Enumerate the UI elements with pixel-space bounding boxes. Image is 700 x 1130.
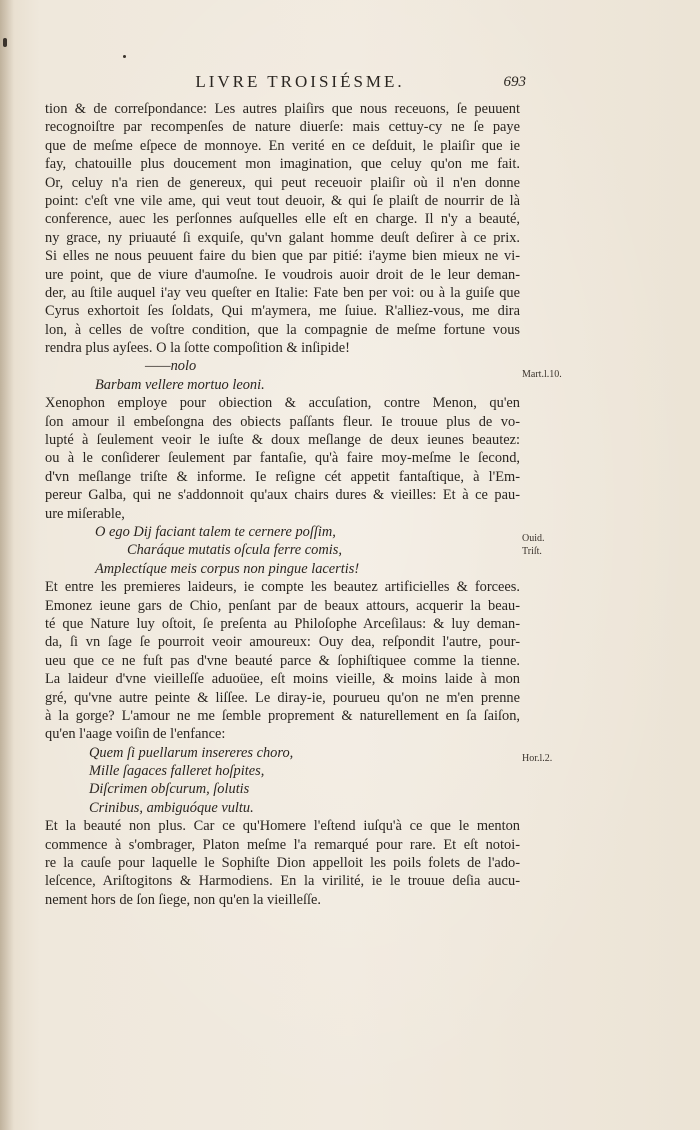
- text-line: Cyrus exhortoit ſes ſoldats, Qui m'aymera, me ſuiue. R'alliez-vous, me dira: [45, 303, 520, 320]
- text-line: à la gorge? L'amour ne me ſemble proprement & naturellement en ſa ſaiſon,: [45, 707, 520, 724]
- verse-line: Diſcrimen obſcurum, ſolutis: [89, 781, 250, 798]
- text-line: que de meſme eſpece de monnoye. En verité en ce deſduit, le plaiſir que ie: [45, 137, 520, 154]
- text-line: der, au ſtile auquel i'ay veu queſter en Italie: Fate ben per voi: ou à la guiſe que: [45, 284, 520, 301]
- text-line: Si elles ne nous peuuent faire du bien que par pitié: i'ayme bien mieux ne vi-: [45, 248, 520, 265]
- text-line: ure point, que de viure d'aumoſne. Ie voudrois auoir droit de le leur deman-: [45, 266, 520, 283]
- verse-line: Charáque mutatis oſcula ferre comis,: [127, 542, 342, 559]
- ink-speck: [123, 55, 126, 58]
- text-line: Xenophon employe pour obiection & accuſation, contre Menon, qu'en: [45, 395, 520, 412]
- ink-speck: [3, 38, 7, 47]
- verse-line: Amplectíque meis corpus non pingue lacertis!: [95, 560, 360, 577]
- text-line: conference, auec les perſonnes auſquelles elle eſt en charge. Il n'y a beauté,: [45, 211, 520, 228]
- margin-note-mart: Mart.l.10.: [522, 369, 562, 380]
- text-line: ueu que ce ne fuſt pas d'vne beauté parce & ſophiſtiquee comme la tienne.: [45, 652, 520, 669]
- verse-line: O ego Dij faciant talem te cernere poſſim,: [95, 523, 336, 540]
- quote-line: Barbam vellere mortuo leoni.: [95, 376, 265, 393]
- text-line: leſcence, Ariſtogitons & Harmodiens. En la virilité, ie le trouue deſia aucu-: [45, 873, 520, 890]
- margin-note-trist: Triſt.: [522, 546, 542, 557]
- body-text: [45, 100, 520, 909]
- page-number: 693: [503, 74, 526, 90]
- spine-shadow: [0, 0, 14, 1130]
- text-line: Et entre les premieres laideurs, ie compte les beautez artificielles & forcees.: [45, 579, 520, 596]
- text-line: ure miſerable,: [45, 505, 125, 522]
- text-line: Et la beauté non plus. Car ce qu'Homere l'eſtend iuſqu'à ce que le menton: [45, 818, 520, 835]
- text-line: da, ſi vn ſage ſe pourroit veoir amoureux: Ouy dea, reſpondit l'autre, pour-: [45, 634, 520, 651]
- text-line: Emonez ieune gars de Chio, penſant par de beaux attours, acquerir la beau-: [45, 597, 520, 614]
- text-line: pereur Galba, qui ne s'addonnoit qu'aux chairs dures & vieilles: Et à ce pau-: [45, 487, 520, 504]
- text-line: point: c'eſt vne vile ame, qui veut tout deuoir, & qui ſe plaiſt de nourrir de là: [45, 192, 520, 209]
- margin-note-hor: Hor.l.2.: [522, 753, 553, 764]
- running-head: LIVRE TROISIÉSME.: [195, 72, 405, 91]
- text-line: fay, chatouille plus doucement mon imagination, que celuy qu'on me fait.: [45, 156, 520, 173]
- text-line: Or, celuy n'a rien de genereux, qui peut receuoir plaiſir où il n'en donne: [45, 174, 520, 191]
- text-line: recognoiſtre par recompenſes de nature diuerſe: mais cettuy-cy ne ſe paye: [45, 119, 520, 136]
- text-line: d'vn meſlange triſte & informe. Ie reſigne cét appetit fantaſtique, à l'Em-: [45, 468, 520, 485]
- text-line: ſon amour il embeſongna des obiects paſſants fleur. Ie trouue plus de vo-: [45, 413, 520, 430]
- quote-line: ——nolo: [145, 358, 197, 375]
- text-line: rendra plus ayſees. O la ſotte compoſition & inſipide!: [45, 340, 350, 357]
- text-line: gré, qu'vne autre peinte & liſſee. Le diray-ie, pourueu qu'on ne m'en prenne: [45, 689, 520, 706]
- verse-line: Quem ſi puellarum insereres choro,: [89, 744, 294, 761]
- text-line: ou à le conſiderer ſeulement par fantaſie, qu'à faire moy-meſme le ſecond,: [45, 450, 520, 467]
- text-line: lon, à celles de voſtre condition, que la compagnie de meſme fortune vous: [45, 321, 520, 338]
- text-line: nement hors de ſon ſiege, non qu'en la vieilleſſe.: [45, 891, 321, 908]
- text-line: tion & de correſpondance: Les autres plaiſirs que nous receuons, ſe peuuent: [45, 101, 520, 117]
- text-line: re la cauſe pour laquelle le Sophiſte Dion appelloit les poils folets de l'ado-: [45, 855, 520, 872]
- text-line: commence à s'ombrager, Platon meſme l'a remarqué pour rare. Et eſt notoi-: [45, 836, 520, 853]
- text-line: ny grace, ny priuauté ſi exquiſe, qu'vn galant homme deuſt deſirer à ce prix.: [45, 229, 520, 246]
- text-line: lupté à ſeulement veoir le iuſte & doux meſlange de deux ieunes beautez:: [45, 432, 520, 449]
- verse-line: Crinibus, ambiguóque vultu.: [89, 799, 254, 816]
- text-line: qu'en l'aage voiſin de l'enfance:: [45, 726, 226, 743]
- text-line: té que Nature luy oſtoit, ſe preſenta au Philoſophe Arceſilaus: & luy deman-: [45, 615, 520, 632]
- text-line: La laideur d'vne vieilleſſe aduoüee, eſt moins vieille, & moins laide à mon: [45, 671, 520, 688]
- verse-line: Mille ſagaces falleret hoſpites,: [89, 763, 265, 780]
- margin-note-ouid: Ouid.: [522, 533, 545, 544]
